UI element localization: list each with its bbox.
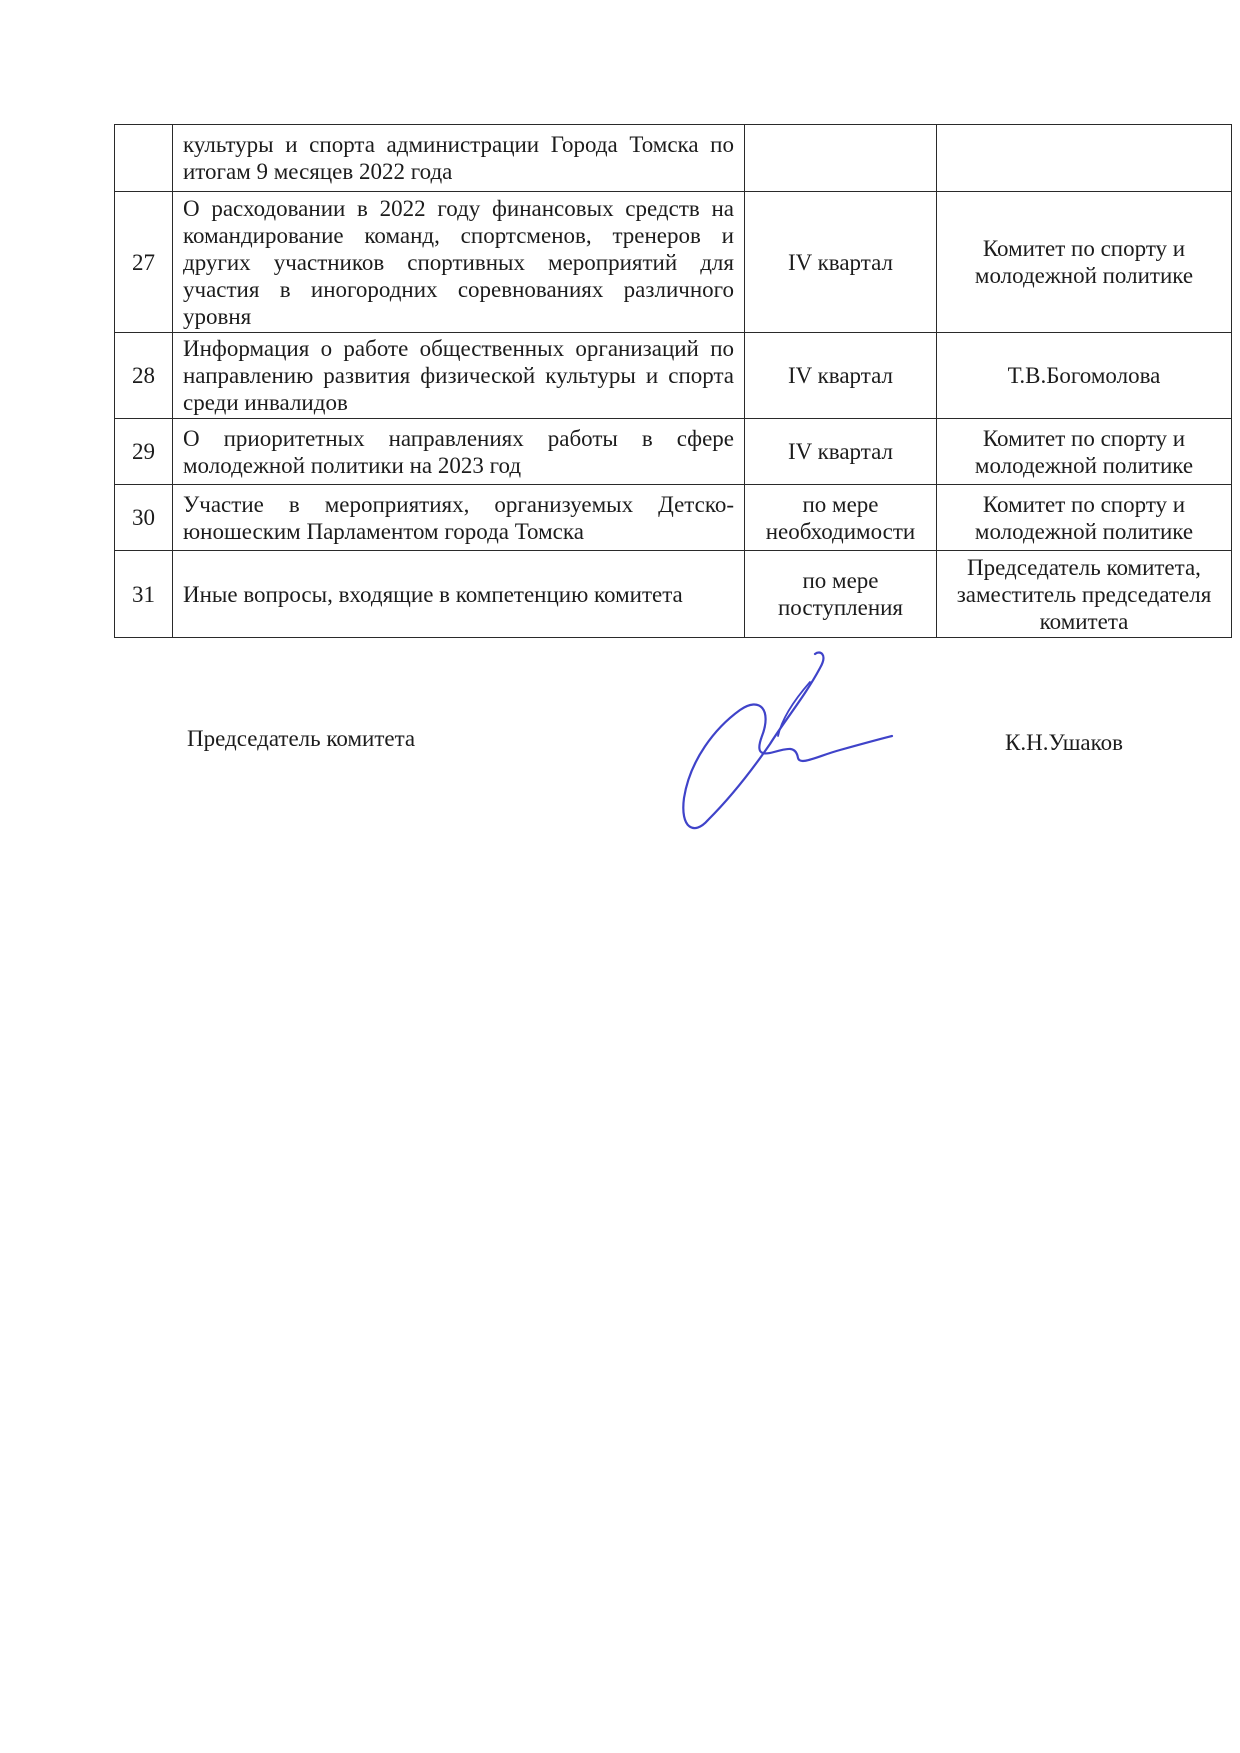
row-number: 28 [115,333,173,419]
signatory-name: К.Н.Ушаков [1005,730,1123,755]
plan-table [114,124,1232,638]
row-number: 29 [115,419,173,485]
row-term: по мере поступления [745,551,937,638]
row-responsible: Комитет по спорту и молодежной политике [937,485,1232,551]
signatory-position: Председатель комитета [187,726,416,751]
row-title: Иные вопросы, входящие в компетенцию комитета [173,551,745,638]
row-term: IV квартал [745,419,937,485]
table-row [115,192,1232,333]
row-term: IV квартал [745,333,937,419]
table-row [115,125,1232,192]
row-title: культуры и спорта администрации Города Томска по итогам 9 месяцев 2022 года [173,125,745,192]
row-term: IV квартал [745,192,937,333]
row-number: 30 [115,485,173,551]
row-responsible [937,125,1232,192]
row-responsible: Комитет по спорту и молодежной политике [937,192,1232,333]
row-number [115,125,173,192]
row-number: 27 [115,192,173,333]
table-row [115,485,1232,551]
signature-stroke [683,653,892,829]
row-title: Информация о работе общественных организаций по направлению развития физической культуры и спорта среди инвалидов [173,333,745,419]
table-row [115,551,1232,638]
table-row [115,419,1232,485]
row-title: Участие в мероприятиях, организуемых Детско-юношеским Парламентом города Томска [173,485,745,551]
row-term [745,125,937,192]
row-term: по мере необходимости [745,485,937,551]
handwritten-signature [670,648,910,838]
row-responsible: Т.В.Богомолова [937,333,1232,419]
table-row [115,333,1232,419]
row-title: О приоритетных направлениях работы в сфере молодежной политики на 2023 год [173,419,745,485]
row-responsible: Председатель комитета, заместитель председателя комитета [937,551,1232,638]
row-number: 31 [115,551,173,638]
row-title: О расходовании в 2022 году финансовых средств на командирование команд, спортсменов, тренеров и других участников спортивных мероприятий для участия в иногородних соревнованиях различного уровня [173,192,745,333]
row-responsible: Комитет по спорту и молодежной политике [937,419,1232,485]
